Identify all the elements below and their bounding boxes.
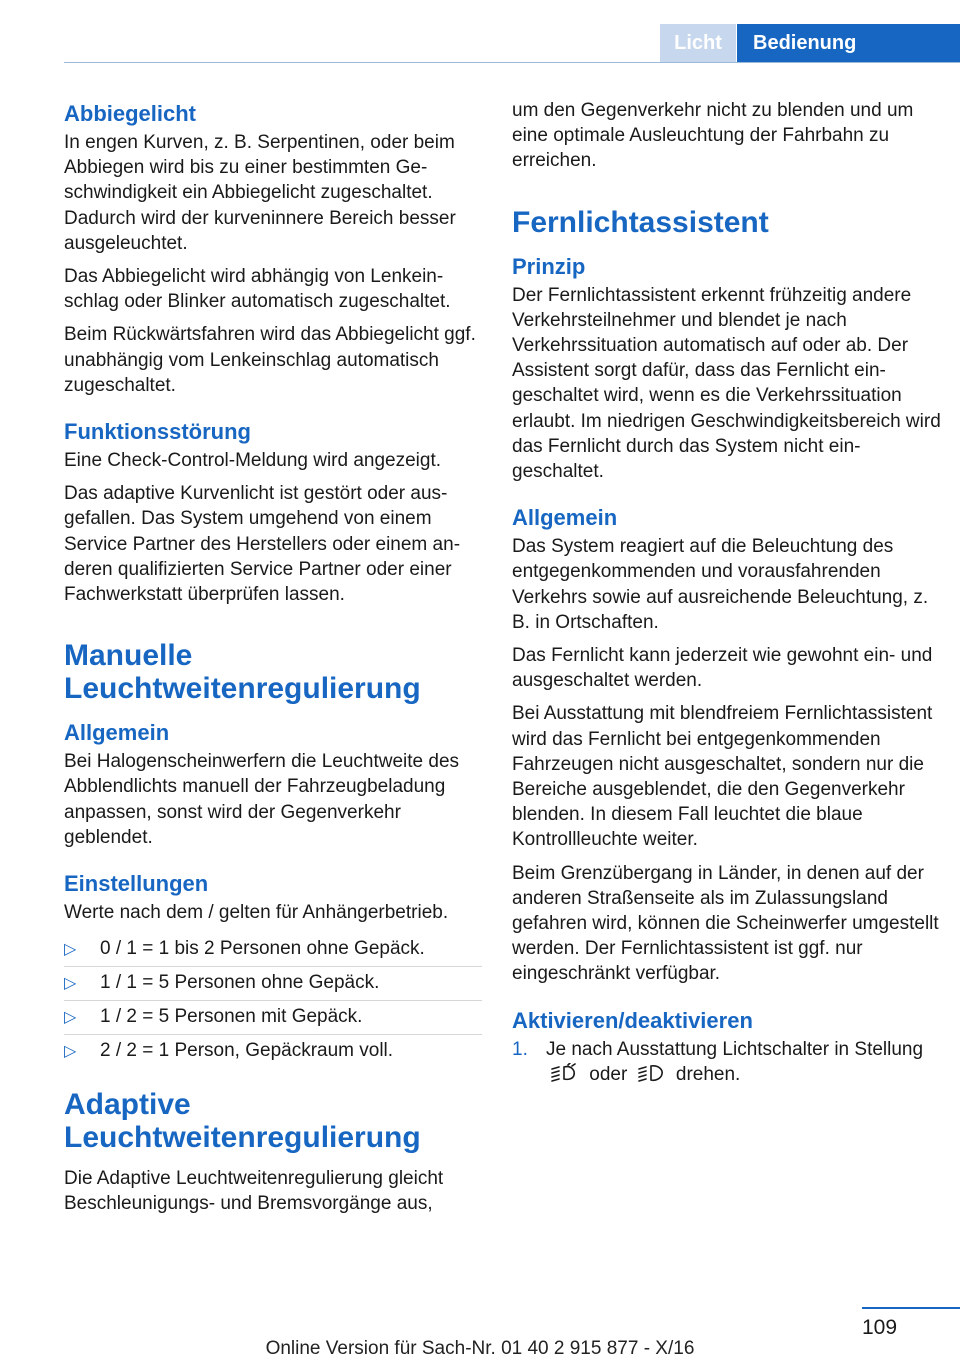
steps-list	[512, 1037, 942, 1087]
heading-fernlichtassistent: Fernlichtassistent	[512, 205, 769, 239]
bullet-triangle-icon: ▷	[64, 941, 77, 959]
footer-version: Online Version für Sach-Nr. 01 40 2 915 877 - X/16	[265, 1338, 695, 1359]
bullet-triangle-icon: ▷	[64, 1043, 77, 1061]
header-rule	[64, 62, 960, 63]
tab-licht: Licht	[660, 24, 736, 62]
list-item: ▷ 2 / 2 = 1 Person, Gepäckraum voll.	[64, 1035, 482, 1068]
left-column	[64, 98, 482, 1225]
list-item: ▷ 1 / 1 = 5 Personen ohne Gepäck.	[64, 967, 482, 1001]
tab-bedienung: Bedienung	[737, 24, 960, 62]
paragraph: Eine Check-Control-Meldung wird angezeigt.	[64, 450, 442, 472]
paragraph: Das System reagiert auf die Beleuchtung des entgegenkommenden und vorausfahrenden Verkehrs sowie auf ausreichende Beleuchtung, z. B. in Ortschaften.	[512, 536, 929, 633]
paragraph: Das Fernlicht kann jederzeit wie gewohnt ein- und ausgeschaltet werden.	[512, 645, 933, 692]
paragraph: Das adaptive Kurvenlicht ist gestört oder ausgefallen. Das System umgehend von einem Service Partner des Herstellers oder einem anderen qualifizierten Service Partner oder einer Fachwerkstatt überprüfen lassen.	[64, 483, 461, 606]
paragraph: Das Abbiegelicht wird abhängig von Lenkeinschlag oder Blinker automatisch zugeschaltet.	[64, 266, 451, 313]
right-column	[512, 98, 942, 1087]
bullet-triangle-icon: ▷	[64, 1009, 77, 1027]
heading-funktionsstoerung: Funktionsstörung	[64, 419, 251, 445]
low-beam-icon	[637, 1063, 667, 1083]
heading-prinzip: Prinzip	[512, 253, 586, 279]
heading-allgemein: Allgemein	[512, 505, 618, 531]
step-number: 1.	[512, 1038, 528, 1060]
heading-manuelle-leuchtweitenregulierung: Manuelle Leuchtweitenregulierung	[64, 639, 421, 706]
footer-rule	[862, 1307, 960, 1309]
heading-adaptive-leuchtweitenregulierung: Adaptive Leuchtweitenregulierung	[64, 1088, 421, 1155]
heading-abbiegelicht: Abbiegelicht	[64, 101, 197, 126]
heading-einstellungen: Einstellungen	[64, 871, 209, 897]
heading-aktivieren-deaktivieren: Aktivieren/deaktivieren	[512, 1007, 753, 1033]
paragraph: Die Adaptive Leuchtweitenregulierung gleicht Beschleunigungs- und Bremsvorgänge aus,	[64, 1168, 444, 1215]
list-item: ▷ 0 / 1 = 1 bis 2 Personen ohne Gepäck.	[64, 933, 482, 967]
paragraph: Beim Grenzübergang in Länder, in denen auf der anderen Straßenseite als im Zulassungsland gefahren wird, können die Scheinwerfer umgestellt werden. Der Fernlichtassistent ist ggf. nur eingeschränkt verfügbar.	[512, 862, 939, 985]
paragraph: Bei Ausstattung mit blendfreiem Fernlichtassistent wird das Fernlicht bei entgegenkommenden Fahrzeugen nicht ausgeschaltet, sondern nur die Bereiche ausgeblendet, die den Gegenverkehr blenden. In diesem Fall leuchtet die blaue Kontrollleuchte weiter.	[512, 703, 933, 851]
paragraph: um den Gegenverkehr nicht zu blenden und um eine optimale Ausleuchtung der Fahrbahn zu erreichen.	[512, 100, 914, 172]
paragraph: Beim Rückwärtsfahren wird das Abbiegelicht ggf. unabhängig vom Lenkeinschlag automatisch zugeschaltet.	[64, 324, 476, 396]
list-item: ▷ 1 / 2 = 5 Personen mit Gepäck.	[64, 1001, 482, 1035]
list-item: 1. Je nach Ausstattung Lichtschalter in Stellung oder drehen.	[512, 1038, 924, 1085]
paragraph: Bei Halogenscheinwerfern die Leuchtweite des Abblendlichts manuell der Fahrzeugbeladung anpassen, sonst wird der Gegenverkehr geblendet.	[64, 751, 460, 848]
paragraph: In engen Kurven, z. B. Serpentinen, oder beim Abbiegen wird bis zu einer bestimmten Geschwindigkeit ein Abbiegelicht zugeschaltet. Dadurch wird der kurveninnere Bereich besser ausgeleuchtet.	[64, 132, 456, 254]
paragraph: Werte nach dem / gelten für Anhängerbetrieb.	[64, 902, 449, 924]
paragraph: Der Fernlichtassistent erkennt frühzeitig andere Verkehrsteilnehmer und blendet je nach Verkehrssituation automatisch auf oder ab. Der Assistent sorgt dafür, dass das Fernlicht eingeschaltet wird, wenn es die Verkehrssituation erlaubt. Im niedrigen Geschwindigkeitsbereich wird das Fernlicht durch das System nicht eingeschaltet.	[512, 284, 941, 483]
heading-allgemein: Allgemein	[64, 720, 170, 746]
auto-high-beam-icon	[550, 1063, 580, 1083]
bullet-triangle-icon: ▷	[64, 975, 77, 993]
settings-list	[64, 933, 482, 1068]
page-number: 109	[862, 1316, 898, 1339]
